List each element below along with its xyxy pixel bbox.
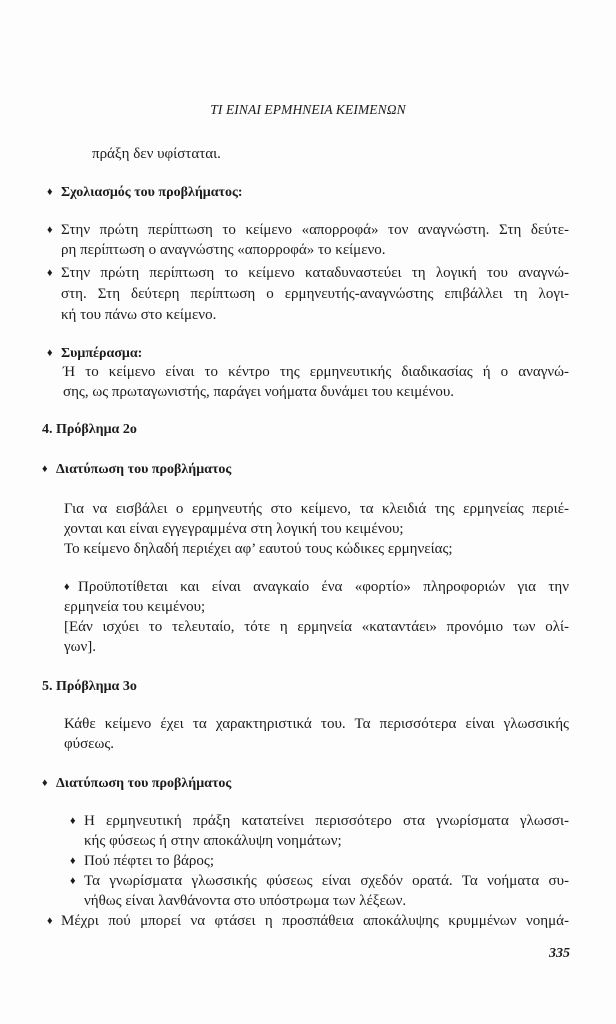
text-line: [Εάν ισχύει το τελευταίο, τότε η ερμηνεία «καταντάει» προνόμιο των ολί- [64,619,569,635]
bullet-icon: ♦ [70,815,76,827]
text-line: νήθως είναι λανθάνοντα στο υπόστρωμα των λέξεων. [84,893,407,909]
text-line: Ή το κείμενο είναι το κέντρο της ερμηνευτικής διαδικασίας ή ο αναγνώ- [63,364,569,380]
text-line: ♦ Στην πρώτη περίπτωση το κείμενο καταδυναστεύει τη λογική του αναγνώ- [47,265,569,281]
section-heading: ♦ Διατύπωση του προβλήματος [42,459,231,480]
text-line: ♦ Πού πέφτει το βάρος; [70,853,215,869]
text-line: στη. Στη δεύτερη περίπτωση ο ερμηνευτής-αναγνώστης επιβάλλει τη λογι- [61,286,569,302]
text-line: ♦ Μέχρι πού μπορεί να φτάσει η προσπάθεια αποκάλυψης κρυμμένων νοημά- [47,913,569,929]
section-heading: ♦ Διατύπωση του προβλήματος [42,773,231,794]
text-line: Για να εισβάλει ο ερμηνευτής στο κείμενο, τα κλειδιά της ερμηνείας περιέ- [64,501,569,517]
text-line: σης, ως πρωταγωνιστής, παράγει νοήματα δυνάμει του κειμένου. [63,384,455,400]
bullet-icon: ♦ [70,875,76,887]
text-line: γων]. [64,639,97,655]
bullet-icon: ♦ [64,581,70,593]
text-line: ♦ Στην πρώτη περίπτωση το κείμενο «απορροφά» τον αναγνώστη. Στη δεύτε- [47,222,569,238]
running-header: ΤΙ ΕΙΝΑΙ ΕΡΜΗΝΕΙΑ ΚΕΙΜΕΝΩΝ [210,102,406,117]
text-line: ρη περίπτωση ο αναγνώστης «απορροφά» το κείμενο. [61,242,386,258]
text-line: ερμηνεία του κειμένου; [64,599,206,615]
bullet-icon: ♦ [47,347,53,359]
section-heading: 5. Πρόβλημα 3ο [42,679,137,694]
text-line: ♦ Τα γνωρίσματα γλωσσικής φύσεως είναι σχεδόν ορατά. Τα νοήματα συ- [70,873,569,889]
page-number: 335 [549,946,570,961]
bullet-icon: ♦ [42,777,48,789]
text-line: χονται και είναι εγγεγραμμένα στη λογική του κειμένου; [64,521,404,537]
text-line: ♦ Προϋποτίθεται και είναι αναγκαίο ένα «φορτίο» πληροφοριών για την [64,579,569,595]
bullet-icon: ♦ [70,855,76,867]
text-line: κή του πάνω στο κείμενο. [61,307,217,323]
text-line: Το κείμενο δηλαδή περιέχει αφ’ εαυτού τους κώδικες ερμηνείας; [64,541,453,557]
text-line: πράξη δεν υφίσταται. [92,146,221,162]
text-line: Κάθε κείμενο έχει τα χαρακτηριστικά του. Τα περισσότερα είναι γλωσσικής [64,716,569,732]
bullet-icon: ♦ [47,186,53,198]
bullet-icon: ♦ [47,224,53,236]
section-heading: ♦ Συμπέρασμα: [47,343,142,364]
section-heading: ♦ Σχολιασμός του προβλήματος: [47,182,243,203]
text-line: ♦ Η ερμηνευτική πράξη κατατείνει περισσότερο στα γνωρίσματα γλωσσι- [70,813,569,829]
section-heading: 4. Πρόβλημα 2ο [42,422,137,437]
bullet-icon: ♦ [47,267,53,279]
text-line: φύσεως. [64,736,115,752]
bullet-icon: ♦ [42,463,48,475]
bullet-icon: ♦ [47,915,53,927]
text-line: κής φύσεως ή στην αποκάλυψη νοημάτων; [84,833,342,849]
